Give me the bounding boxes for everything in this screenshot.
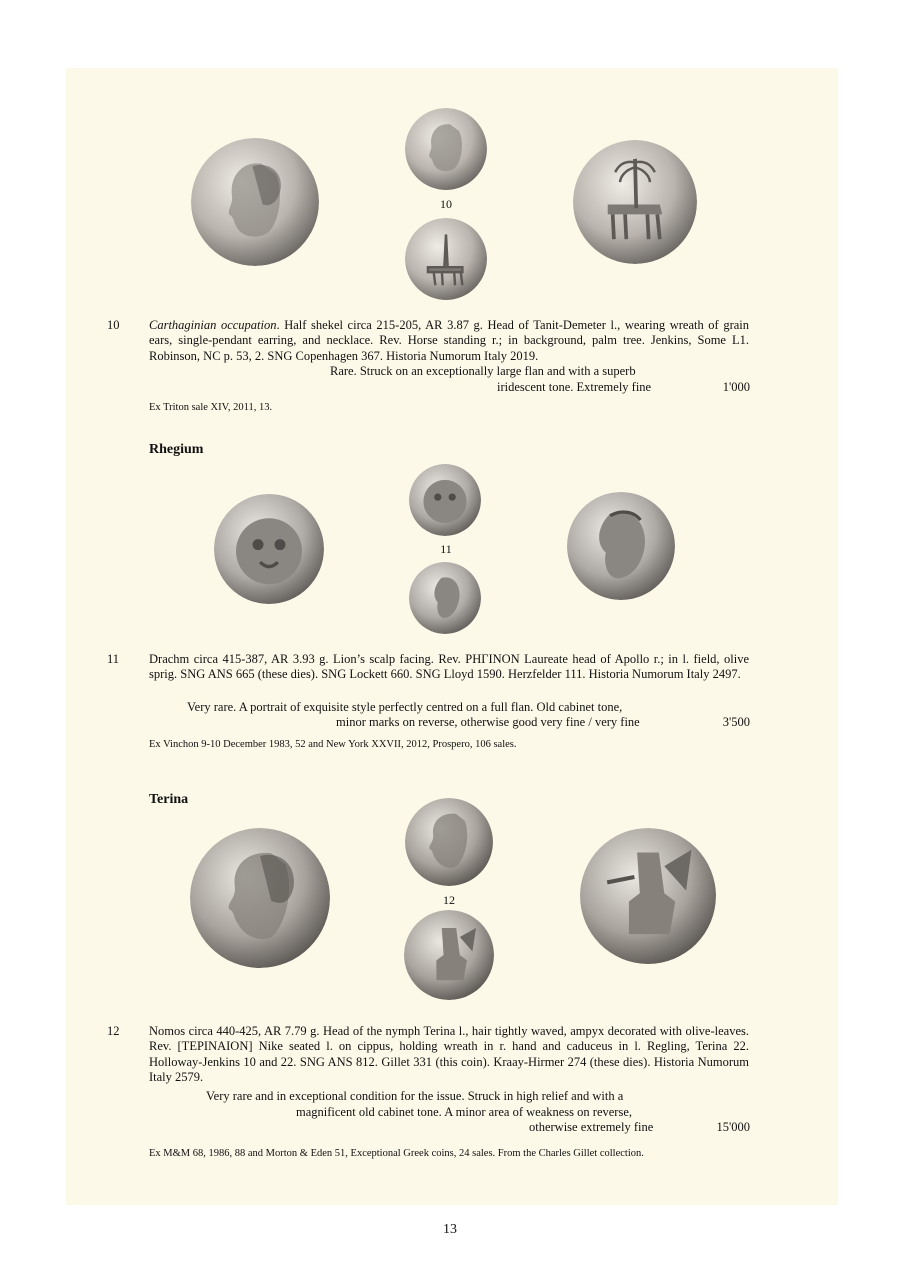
lot-12-image-number: 12 [443,893,455,907]
lot-description [149,652,749,683]
lot-number: 11 [107,652,120,666]
lot-description-text: Drachm circa 415-387, AR 3.93 g. Lion’s scalp facing. Rev. ΡΗΓΙΝΟΝ Laureate head of Apollo r.; in l. field, olive sprig. SNG ANS 665 (these dies). SNG Lockett 660. SNG Lloyd 1590. Herzfelder 111. Historia Numorum Italy 2497. [149,652,749,682]
lot-number: 12 [107,1024,120,1038]
lot-10-condition-line-1: Rare. Struck on an exceptionally large flan and with a superb [330,364,636,378]
lot-description [149,1024,749,1086]
lot-10-image-number: 10 [440,197,452,211]
lot-10-obverse-large-image [191,138,319,266]
lot-12-reverse-small-image [404,910,494,1000]
lot-11-obverse-small-image [409,464,481,536]
lot-12-reverse-large-image [580,828,716,964]
lot-10-reverse-large-image [573,140,697,264]
lot-12-obverse-large-image [190,828,330,968]
lot-12-condition-line-2: magnificent old cabinet tone. A minor area of weakness on reverse, [296,1105,632,1119]
lot-12-obverse-small-image [405,798,493,886]
lot-10-price: 1'000 [722,380,750,394]
lot-12-condition-line-3: otherwise extremely fine [529,1120,654,1134]
lot-description-italic: Carthaginian occupation [149,318,277,332]
lot-number: 10 [107,318,120,332]
lot-11-provenance: Ex Vinchon 9-10 December 1983, 52 and New York XXVII, 2012, Prospero, 106 sales. [149,739,517,750]
lot-11-image-number: 11 [440,542,452,556]
lot-12-heading: Terina [149,792,189,807]
lot-11-obverse-large-image [214,494,324,604]
lot-10-reverse-small-image [405,218,487,300]
lot-11-reverse-large-image [567,492,675,600]
lot-11-heading: Rhegium [149,442,204,457]
lot-11-price: 3'500 [722,715,750,729]
lot-11-condition-line-1: Very rare. A portrait of exquisite style perfectly centred on a full flan. Old cabinet tone, [187,700,623,714]
lot-10-obverse-small-image [405,108,487,190]
page-number: 13 [443,1222,457,1237]
lot-10-provenance: Ex Triton sale XIV, 2011, 13. [149,402,273,413]
lot-description-text: . Half shekel circa 215-205, AR 3.87 g. Head of Tanit-Demeter l., wearing wreath of grain ears, single-pendant earring, and necklace. Rev. Horse standing r.; in background, palm tree. Jenkins, Some L1. Robinson, NC p. 53, 2. SNG Copenhagen 367. Historia Numorum Italy 2019. [149,318,749,363]
lot-11-condition-line-2: minor marks on reverse, otherwise good very fine / very fine [336,715,640,729]
lot-description [149,318,749,364]
lot-12-provenance: Ex M&M 68, 1986, 88 and Morton & Eden 51, Exceptional Greek coins, 24 sales. From the Charles Gillet collection. [149,1148,644,1159]
lot-10-condition-line-2: iridescent tone. Extremely fine [497,380,652,394]
lot-description-text: Nomos circa 440-425, AR 7.79 g. Head of the nymph Terina l., hair tightly waved, ampyx decorated with olive-leaves. Rev. [ΤΕΡΙΝΑΙΟΝ] Nike seated l. on cippus, holding wreath in r. hand and caduceus in l. Regling, Terina 22. Holloway-Jenkins 10 and 22. SNG ANS 812. Gillet 331 (this coin). Kraay-Hirmer 274 (these dies). Historia Numorum Italy 2579. [149,1024,749,1085]
lot-12-price: 15'000 [716,1120,750,1134]
lot-11-reverse-small-image [409,562,481,634]
lot-12-condition-line-1: Very rare and in exceptional condition for the issue. Struck in high relief and with a [206,1089,624,1103]
